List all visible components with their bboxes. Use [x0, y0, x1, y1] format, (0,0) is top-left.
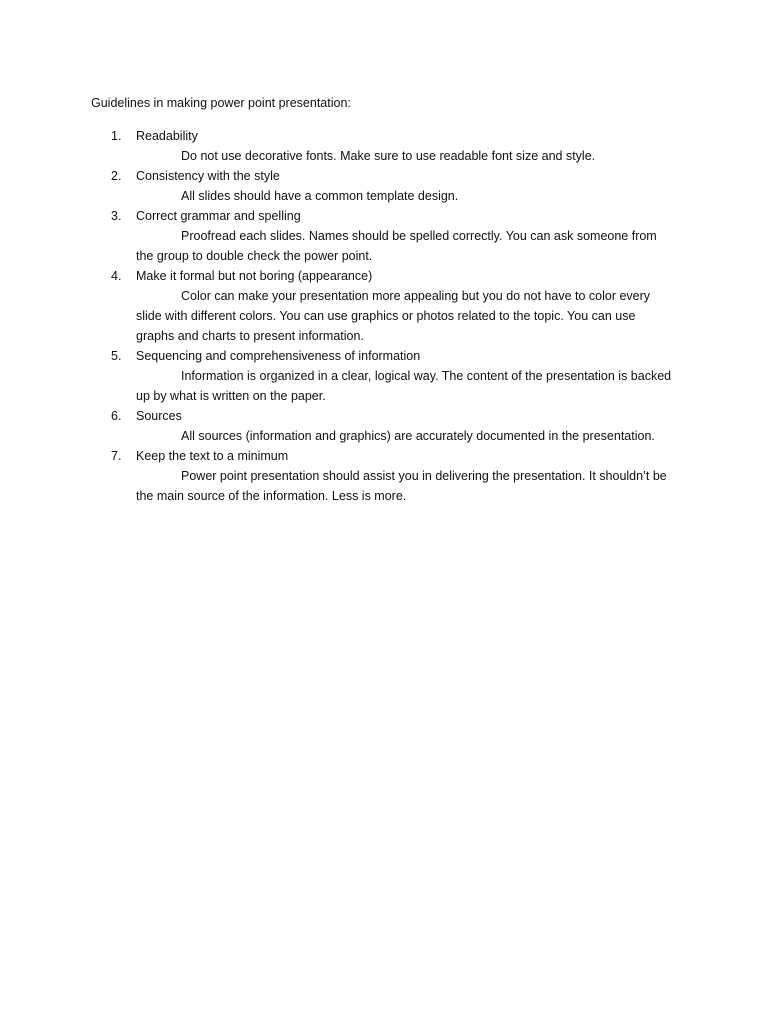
item-heading: Readability: [136, 129, 198, 143]
item-body: Information is organized in a clear, logical way. The content of the presentation is backed up by what is written on the paper.: [136, 369, 672, 403]
guideline-item-sequencing: [0, 346, 768, 406]
item-body: Power point presentation should assist you in delivering the presentation. It shouldn’t be the main source of the information. Less is more.: [136, 469, 667, 503]
item-heading: Make it formal but not boring (appearance): [136, 269, 373, 283]
item-body: Proofread each slides. Names should be spelled correctly. You can ask someone from the group to double check the power point.: [136, 229, 657, 263]
guideline-item-grammar-spelling: [0, 206, 768, 266]
item-body: All sources (information and graphics) are accurately documented in the presentation.: [181, 429, 655, 443]
item-number: 2.: [111, 169, 122, 183]
item-body: Color can make your presentation more appealing but you do not have to color every slide with different colors. You can use graphics or photos related to the topic. You can use graphs and charts to present information.: [136, 289, 651, 343]
guideline-item-formal-appearance: [0, 266, 768, 346]
guideline-item-minimum-text: [0, 446, 768, 506]
item-heading: Sequencing and comprehensiveness of information: [136, 349, 421, 363]
guideline-item-consistency: [0, 166, 768, 206]
item-number: 1.: [111, 129, 122, 143]
item-number: 3.: [111, 209, 122, 223]
item-body: All slides should have a common template design.: [181, 189, 459, 203]
document-title: Guidelines in making power point presentation:: [91, 96, 351, 110]
item-number: 5.: [111, 349, 122, 363]
item-number: 6.: [111, 409, 122, 423]
item-number: 4.: [111, 269, 122, 283]
item-heading: Sources: [136, 409, 182, 423]
item-body: Do not use decorative fonts. Make sure to use readable font size and style.: [181, 149, 596, 163]
item-heading: Consistency with the style: [136, 169, 280, 183]
guideline-list: [0, 126, 768, 506]
guideline-item-readability: [0, 126, 768, 166]
item-number: 7.: [111, 449, 122, 463]
guideline-item-sources: [0, 406, 768, 446]
item-heading: Correct grammar and spelling: [136, 209, 301, 223]
item-heading: Keep the text to a minimum: [136, 449, 289, 463]
